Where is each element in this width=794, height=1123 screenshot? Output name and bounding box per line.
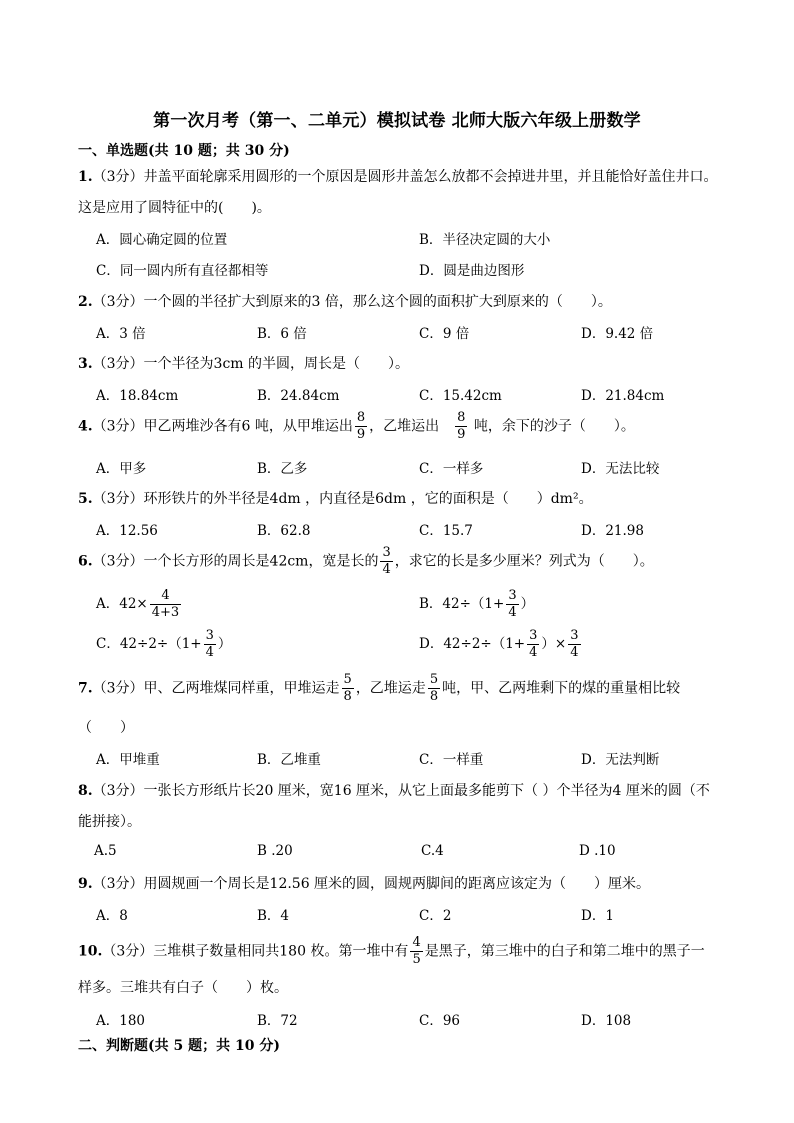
option-text: B．42÷（1+ (419, 596, 505, 612)
page-title: 第一次月考（第一、二单元）模拟试卷 北师大版六年级上册数学 (153, 111, 641, 131)
numerator: 3 (382, 545, 391, 560)
question-5 (78, 488, 593, 508)
q4-option-d[interactable]: D．无法比较 (581, 461, 660, 477)
question-number: 2. (78, 294, 93, 310)
q5-option-c[interactable]: C．15.7 (419, 523, 473, 539)
q5-option-d[interactable]: D．21.98 (581, 523, 644, 539)
question-8-line-2: 能拼接）。 (78, 814, 141, 830)
q2-option-b[interactable]: B．6 倍 (257, 326, 307, 342)
question-2 (78, 291, 612, 311)
question-text: （3分）井盖平面轮廓采用圆形的一个原因是圆形井盖怎么放都不会掉进井里，并且能恰好盖住井口。 (92, 169, 718, 185)
fraction (150, 588, 181, 621)
numerator: 3 (205, 628, 214, 643)
q4-option-a[interactable]: A．甲多 (96, 461, 147, 477)
q4-option-b[interactable]: B．乙多 (257, 461, 308, 477)
question-text: （3分）一个圆的半径扩大到原来的3 倍，那么这个圆的面积扩大到原来的（ ）。 (92, 294, 612, 310)
q7-option-d[interactable]: D．无法判断 (581, 752, 660, 768)
q8-option-c[interactable]: C.4 (421, 843, 444, 859)
denominator: 4 (382, 562, 391, 577)
denominator: 4 (205, 645, 214, 660)
q3-option-c[interactable]: C．15.42cm (419, 388, 502, 404)
denominator: 9 (356, 427, 366, 442)
question-text: ，乙堆运走 (355, 680, 426, 697)
q3-option-b[interactable]: B．24.84cm (257, 388, 340, 404)
question-text: （3分）甲乙两堆沙各有6 吨，从甲堆运出 (92, 418, 353, 435)
fraction (204, 628, 216, 661)
q7-option-c[interactable]: C．一样重 (419, 752, 484, 768)
q6-option-c[interactable] (96, 628, 231, 661)
q10-option-b[interactable]: B．72 (257, 1013, 298, 1029)
q5-option-b[interactable]: B．62.8 (257, 523, 311, 539)
q10-option-a[interactable]: A．180 (96, 1013, 146, 1029)
question-9 (78, 873, 650, 893)
option-text: C．42÷2÷（1+ (96, 636, 202, 652)
fraction (568, 628, 580, 661)
question-number: 1. (78, 169, 93, 185)
numerator: 3 (529, 628, 538, 643)
q1-option-d[interactable]: D．圆是曲边图形 (419, 263, 525, 279)
question-8 (78, 780, 710, 800)
q8-option-a[interactable]: A.5 (94, 843, 117, 859)
fraction (380, 545, 392, 578)
question-7 (78, 672, 680, 705)
question-number: 10. (78, 943, 103, 960)
question-text: （3分）甲、乙两堆煤同样重，甲堆运走 (92, 680, 340, 697)
q4-option-c[interactable]: C．一样多 (419, 461, 484, 477)
question-text: （3分）一张长方形纸片长20 厘米，宽16 厘米，从它上面最多能剪下（ ）个半径为4 厘米的圆（不 (92, 783, 710, 799)
option-text: ） (217, 636, 232, 652)
question-text: （3分）一个半径为3cm 的半圆，周长是（ ）。 (92, 356, 410, 372)
numerator: 8 (356, 410, 366, 425)
question-number: 6. (78, 553, 93, 570)
fraction (410, 935, 422, 968)
question-10-line-2: 样多。三堆共有白子（ ）枚。 (78, 980, 288, 996)
q9-option-a[interactable]: A．8 (96, 908, 128, 924)
question-7-line-2: （ ） (78, 720, 134, 736)
q2-option-c[interactable]: C．9 倍 (419, 326, 470, 342)
q3-option-a[interactable]: A．18.84cm (96, 388, 179, 404)
option-text: ） (520, 596, 535, 612)
question-4 (78, 410, 635, 443)
denominator: 4+3 (151, 605, 180, 620)
numerator: 3 (508, 588, 517, 603)
q6-option-a[interactable] (96, 588, 183, 621)
q9-option-d[interactable]: D．1 (581, 908, 614, 924)
question-text: （3分）一个长方形的周长是42cm，宽是长的 (92, 553, 379, 570)
q8-option-d[interactable]: D .10 (579, 843, 616, 859)
q8-option-b[interactable]: B .20 (257, 843, 293, 859)
numerator: 5 (429, 672, 439, 687)
question-number: 8. (78, 783, 93, 799)
option-text: ）× (541, 636, 567, 652)
q10-option-d[interactable]: D．108 (581, 1013, 632, 1029)
q1-option-c[interactable]: C．同一圆内所有直径都相等 (96, 263, 269, 279)
q9-option-b[interactable]: B．4 (257, 908, 290, 924)
question-number: 9. (78, 876, 93, 892)
option-text: A．42× (96, 596, 148, 612)
q10-option-c[interactable]: C．96 (419, 1013, 461, 1029)
numerator: 8 (457, 410, 466, 425)
question-number: 3. (78, 356, 93, 372)
question-text: （3分）用圆规画一个周长是12.56 厘米的圆，圆规两脚间的距离应该定为（ ）厘米。 (92, 876, 651, 892)
q1-option-a[interactable]: A．圆心确定圆的位置 (96, 232, 228, 248)
fraction (455, 410, 467, 443)
question-text: （3分）环形铁片的外半径是4dm ，内直径是6dm ，它的面积是（ ）dm²。 (92, 491, 593, 507)
numerator: 4 (412, 935, 421, 950)
q5-option-a[interactable]: A．12.56 (96, 523, 158, 539)
fraction (355, 410, 367, 443)
denominator: 8 (343, 689, 352, 704)
fraction (428, 672, 440, 705)
q6-option-b[interactable] (419, 588, 534, 621)
denominator: 9 (457, 427, 466, 442)
fraction (342, 672, 354, 705)
question-text: ，乙堆运出 (369, 418, 454, 435)
q2-option-d[interactable]: D．9.42 倍 (581, 326, 654, 342)
section-heading-true-false: 二、判断题(共 5 题；共 10 分) (78, 1038, 280, 1054)
question-3 (78, 353, 409, 373)
fraction (527, 628, 539, 661)
denominator: 8 (429, 689, 439, 704)
numerator: 3 (570, 628, 579, 643)
q6-option-d[interactable] (419, 628, 583, 661)
denominator: 4 (570, 645, 579, 660)
question-text: （3分）三堆棋子数量相同共180 枚。第一堆中有 (102, 943, 409, 960)
q7-option-a[interactable]: A．甲堆重 (96, 752, 160, 768)
option-text: D．42÷2÷（1+ (419, 636, 526, 652)
numerator: 5 (343, 672, 352, 687)
denominator: 5 (412, 952, 421, 967)
q7-option-b[interactable]: B．乙堆重 (257, 752, 321, 768)
question-text: 吨，甲、乙两堆剩下的煤的重量相比较 (442, 680, 681, 697)
question-number: 4. (78, 418, 93, 435)
fraction (506, 588, 518, 621)
question-number: 5. (78, 491, 93, 507)
question-text: 是黑子，第三堆中的白子和第二堆中的黑子一 (424, 943, 705, 960)
question-text: ，求它的长是多少厘米？列式为（ ）。 (394, 553, 654, 570)
question-1-line-2: 这是应用了圆特征中的( )。 (78, 200, 271, 216)
q9-option-c[interactable]: C．2 (419, 908, 452, 924)
question-number: 7. (78, 680, 93, 697)
question-6 (78, 545, 654, 578)
question-10 (78, 935, 705, 968)
question-1 (78, 166, 718, 186)
question-text: 吨，余下的沙子（ ）。 (469, 418, 635, 435)
section-heading-single-choice: 一、单选题(共 10 题；共 30 分) (78, 143, 290, 159)
q2-option-a[interactable]: A．3 倍 (96, 326, 146, 342)
q3-option-d[interactable]: D．21.84cm (581, 388, 665, 404)
numerator: 4 (150, 588, 181, 605)
denominator: 4 (529, 645, 538, 660)
q1-option-b[interactable]: B．半径决定圆的大小 (419, 232, 551, 248)
denominator: 4 (508, 605, 517, 620)
